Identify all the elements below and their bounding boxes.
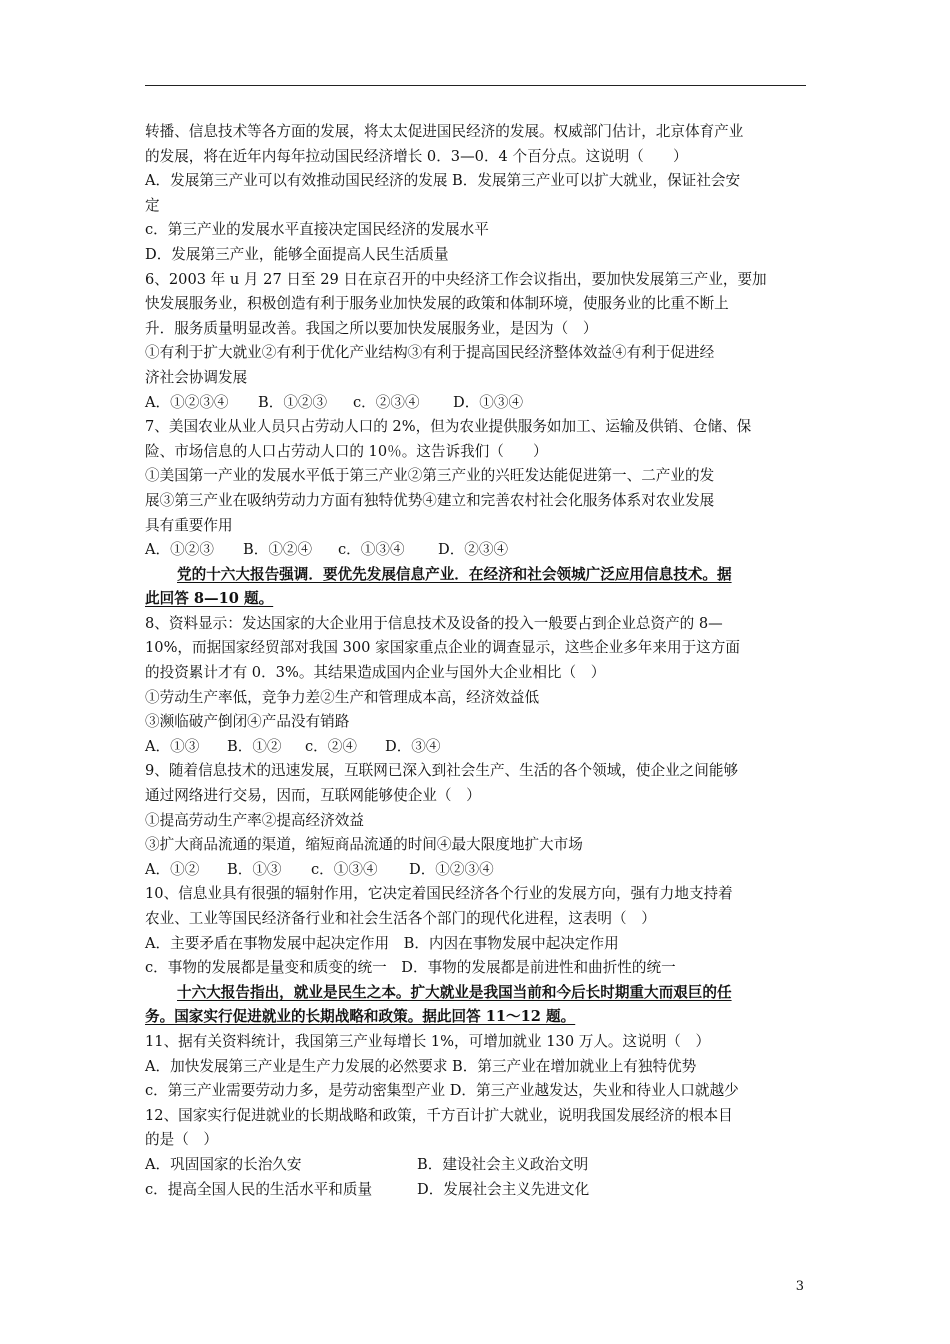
text-line: 通过网络进行交易，因而，互联网能够使企业（ ）: [145, 787, 481, 805]
text-line: ③扩大商品流通的渠道，缩短商品流通的时间④最大限度地扩大市场: [145, 836, 583, 854]
option-a: A．①②③④: [145, 393, 229, 411]
text-line: A．发展第三产业可以有效推动国民经济的发展 B．发展第三产业可以扩大就业，保证社会安: [145, 172, 741, 190]
option-c: c．提高全国人民的生活水平和质量: [145, 1180, 373, 1198]
section-intro-8-10-cont: 此回答 8—10 题。: [145, 590, 274, 608]
option-b: B．①③: [227, 860, 282, 878]
text-line: c．第三产业的发展水平直接决定国民经济的发展水平: [145, 221, 489, 239]
text-line: 的投资累计才有 0．3%。其结果造成国内企业与国外大企业相比（ ）: [145, 664, 606, 682]
option-c: c．②③④: [353, 393, 420, 411]
question-10: 10、信息业具有很强的辐射作用，它决定着国民经济各个行业的发展方向，强有力地支持着: [145, 885, 733, 903]
q6-options: [145, 391, 810, 416]
option-d: D．发展社会主义先进文化: [417, 1180, 590, 1198]
question-7: 7、美国农业从业人员只占劳动人口的 2%，但为农业提供服务如加工、运输及供销、仓储、保: [145, 418, 752, 436]
section-intro-8-10: 党的十六大报告强调．要优先发展信息产业．在经济和社会领城广泛应用信息技术。据: [177, 565, 732, 583]
option-b: B．①②③: [258, 393, 328, 411]
text-line: 转播、信息技术等各方面的发展，将太太促进国民经济的发展。权威部门估计，北京体育产业: [145, 123, 744, 140]
text-line: A．主要矛盾在事物发展中起决定作用 B．内因在事物发展中起决定作用: [145, 934, 619, 952]
text-line: 10%，而据国家经贸部对我国 300 家国家重点企业的调查显示，这些企业多年来用于这方面: [145, 639, 740, 657]
text-line: 具有重要作用: [145, 516, 233, 534]
q12-options-row1: [145, 1153, 810, 1178]
text-line: ①有利于扩大就业②有利于优化产业结构③有利于提高国民经济整体效益④有利于促进经: [145, 344, 715, 362]
option-c: c．②④: [305, 737, 357, 755]
option-d: D．③④: [385, 737, 441, 755]
option-a: A．①②: [145, 860, 200, 878]
question-9: 9、随着信息技术的迅速发展，互联网已深入到社会生产、生活的各个领域，使企业之间能够: [145, 762, 739, 780]
text-line: 的发展，将在近年内每年拉动国民经济增长 0．3—0．4 个百分点。这说明（ ）: [145, 147, 688, 165]
text-line: 展③第三产业在吸纳劳动力方面有独特优势④建立和完善农村社会化服务体系对农业发展: [145, 491, 715, 509]
option-d: D．①③④: [453, 393, 524, 411]
header-rule: [145, 85, 806, 86]
text-line: c．第三产业需要劳动力多，是劳动密集型产业 D．第三产业越发达，失业和待业人口就越少: [145, 1082, 739, 1100]
q9-options: [145, 858, 810, 883]
text-line: A．加快发展第三产业是生产力发展的必然要求 B．第三产业在增加就业上有独特优势: [145, 1057, 697, 1075]
text-line: ①劳动生产率低，竞争力差②生产和管理成本高，经济效益低: [145, 688, 540, 706]
page-number: 3: [795, 1279, 804, 1294]
q8-options: [145, 735, 810, 760]
section-intro-11-12: 十六大报告指出，就业是民生之本。扩大就业是我国当前和今后长时期重大而艰巨的任: [177, 983, 732, 1001]
section-intro-11-12-cont: 务。国家实行促进就业的长期战略和政策。据此回答 11～12 题。: [145, 1008, 576, 1026]
text-line: D．发展第三产业，能够全面提高人民生活质量: [145, 245, 449, 263]
question-8: 8、资料显示：发达国家的大企业用于信息技术及设备的投入一般要占到企业总资产的 8—: [145, 614, 723, 632]
option-c: c．①③④: [338, 541, 405, 559]
option-a: A．①③: [145, 737, 200, 755]
text-line: ①提高劳动生产率②提高经济效益: [145, 811, 364, 829]
question-11: 11、据有关资料统计，我国第三产业每增长 1%，可增加就业 130 万人。这说明（ ）: [145, 1032, 711, 1050]
text-line: 险、市场信息的人口占劳动人口的 10％。这告诉我们（ ）: [145, 442, 548, 460]
option-a: A．①②③: [145, 541, 214, 559]
text-line: 的是（ ）: [145, 1131, 218, 1149]
option-d: D．①②③④: [409, 860, 494, 878]
option-b: B．建设社会主义政治文明: [417, 1155, 589, 1173]
text-line: 快发展服务业，积极创造有利于服务业加快发展的政策和体制环境，使服务业的比重不断上: [145, 295, 729, 313]
text-line: 济社会协调发展: [145, 368, 248, 386]
text-line: 升．服务质量明显改善。我国之所以要加快发展服务业，是因为（ ）: [145, 319, 598, 337]
option-a: A．巩固国家的长治久安: [145, 1155, 302, 1173]
q12-options-row2: [145, 1178, 810, 1203]
text-line: c．事物的发展都是量变和质变的统一 D．事物的发展都是前进性和曲折性的统一: [145, 959, 676, 977]
q7-options: [145, 538, 810, 563]
text-line: ③濒临破产倒闭④产品没有销路: [145, 713, 350, 731]
option-b: B．①②④: [243, 541, 313, 559]
text-line: 农业、工业等国民经济备行业和社会生活各个部门的现代化进程，这表明（ ）: [145, 910, 656, 927]
document-body: [145, 120, 810, 1202]
text-line: ①美国第一产业的发展水平低于第三产业②第三产业的兴旺发达能促进第一、二产业的发: [145, 467, 715, 485]
option-c: c．①③④: [311, 860, 378, 878]
question-6: 6、2003 年 u 月 27 日至 29 日在京召开的中央经济工作会议指出，要加快发展第三产业，要加: [145, 270, 767, 288]
option-b: B．①②: [227, 737, 282, 755]
option-d: D．②③④: [438, 541, 509, 559]
question-12: 12、国家实行促进就业的长期战略和政策，千方百计扩大就业，说明我国发展经济的根本目: [145, 1106, 733, 1124]
text-line: 定: [145, 196, 160, 214]
